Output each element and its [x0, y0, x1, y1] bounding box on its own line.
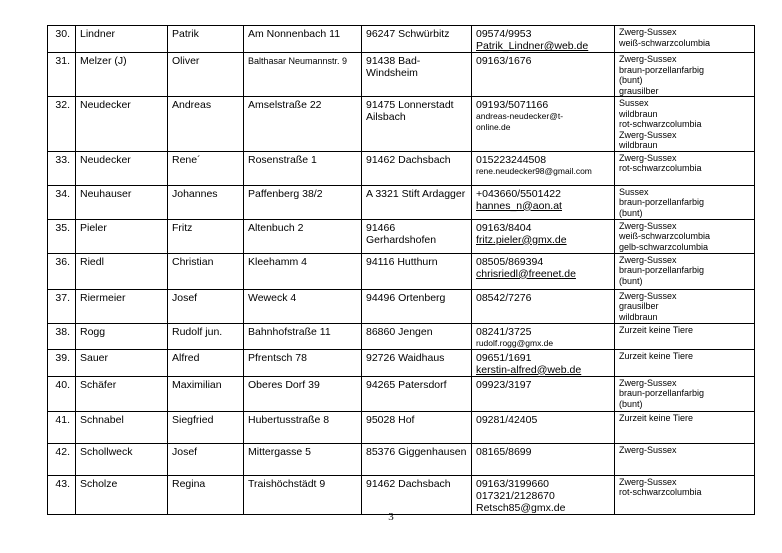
email-address: chrisriedl@freenet.de: [476, 267, 576, 280]
postal-city: 92726 Waidhaus: [362, 349, 472, 376]
email-address: Retsch85@gmx.de: [476, 501, 566, 514]
phone-number: +043660/5501422: [476, 187, 561, 200]
contact: [472, 97, 615, 152]
breeds: [615, 475, 755, 514]
last-name: Scholze: [76, 475, 168, 514]
email-address: rudolf.rogg@gmx.de: [476, 337, 554, 348]
page-number: 3: [388, 511, 394, 523]
street-address: Oberes Dorf 39: [244, 376, 362, 411]
breed-entry: weiß-schwarzcolumbia: [619, 231, 711, 241]
breed-entry: rot-schwarzcolumbia: [619, 487, 702, 497]
row-number: 40.: [48, 376, 76, 411]
email-address: rene.neudecker98@gmail.com: [476, 165, 592, 176]
postal-city: 95028 Hof: [362, 411, 472, 443]
table-row: [48, 323, 755, 349]
first-name: Maximilian: [168, 376, 244, 411]
phone-number: 017321/2128670: [476, 489, 555, 502]
contact: [472, 185, 615, 219]
breed-entry: (bunt): [619, 75, 643, 85]
breed-entry: Sussex: [619, 98, 649, 108]
contact: [472, 475, 615, 514]
postal-city: A 3321 Stift Ardagger: [362, 185, 472, 219]
postal-city: 94496 Ortenberg: [362, 289, 472, 323]
last-name: Riedl: [76, 253, 168, 289]
first-name: Alfred: [168, 349, 244, 376]
contact: [472, 411, 615, 443]
breeds: [615, 97, 755, 152]
first-name: Regina: [168, 475, 244, 514]
table-row: [48, 253, 755, 289]
row-number: 38.: [48, 323, 76, 349]
row-number: 42.: [48, 443, 76, 475]
breeds: [615, 411, 755, 443]
phone-number: 09193/5071166: [476, 99, 549, 111]
breed-entry: braun-porzellanfarbig: [619, 64, 705, 75]
street-address: Altenbuch 2: [244, 219, 362, 253]
street-address: Paffenberg 38/2: [244, 185, 362, 219]
last-name: Sauer: [76, 349, 168, 376]
first-name: Josef: [168, 289, 244, 323]
contact: [472, 323, 615, 349]
row-number: 34.: [48, 185, 76, 219]
breed-entry: braun-porzellanfarbig: [619, 388, 705, 398]
street-address: Hubertusstraße 8: [244, 411, 362, 443]
table-row: [48, 185, 755, 219]
breed-entry: Zwerg-Sussex: [619, 290, 677, 301]
postal-city: 94116 Hutthurn: [362, 253, 472, 289]
table-row: [48, 26, 755, 53]
email-address: andreas-neudecker@t-: [476, 111, 564, 121]
contact: [472, 26, 615, 53]
first-name: Johannes: [168, 185, 244, 219]
row-number: 43.: [48, 475, 76, 514]
breeds: [615, 53, 755, 97]
breed-entry: grausilber: [619, 301, 659, 311]
phone-number: 09281/42405: [476, 413, 538, 426]
phone-number: 08241/3725: [476, 325, 532, 338]
postal-city: 86860 Jengen: [362, 323, 472, 349]
first-name: Fritz: [168, 219, 244, 253]
breed-entry: grausilber: [619, 85, 659, 96]
postal-city: 94265 Patersdorf: [362, 376, 472, 411]
breed-entry: Zwerg-Sussex: [619, 129, 677, 140]
row-number: 39.: [48, 349, 76, 376]
postal-city: 91475 Lonnerstadt Ailsbach: [362, 97, 472, 152]
breed-entry: Zwerg-Sussex: [619, 377, 677, 388]
row-number: 41.: [48, 411, 76, 443]
breeds: [615, 443, 755, 475]
last-name: Schollweck: [76, 443, 168, 475]
first-name: Oliver: [168, 53, 244, 97]
table-row: [48, 411, 755, 443]
breed-entry: Zurzeit keine Tiere: [619, 412, 694, 423]
breed-entry: (bunt): [619, 275, 643, 286]
contact: [472, 151, 615, 185]
breed-entry: Zwerg-Sussex: [619, 476, 677, 487]
breed-entry: gelb-schwarzcolumbia: [619, 241, 709, 252]
phone-number: 09163/1676: [476, 55, 532, 67]
postal-city: 96247 Schwürbitz: [362, 26, 472, 53]
row-number: 33.: [48, 151, 76, 185]
phone-number: 09163/8404: [476, 221, 532, 234]
breed-entry: Zwerg-Sussex: [619, 444, 677, 455]
breed-entry: Sussex: [619, 186, 649, 197]
first-name: Andreas: [168, 97, 244, 152]
breed-entry: Zurzeit keine Tiere: [619, 324, 694, 335]
email-address: Patrik_Lindner@web.de: [476, 40, 589, 52]
breed-entry: (bunt): [619, 207, 643, 218]
first-name: Patrik: [168, 26, 244, 53]
last-name: Schäfer: [76, 376, 168, 411]
row-number: 37.: [48, 289, 76, 323]
breeds: [615, 376, 755, 411]
postal-city: 91466 Gerhardshofen: [362, 219, 472, 253]
contact: [472, 443, 615, 475]
last-name: Lindner: [76, 26, 168, 53]
row-number: 36.: [48, 253, 76, 289]
breed-entry: wildbraun: [619, 140, 658, 150]
row-number: 35.: [48, 219, 76, 253]
breed-entry: (bunt): [619, 398, 643, 409]
last-name: Neuhauser: [76, 185, 168, 219]
phone-number: 08505/869394: [476, 255, 544, 268]
breed-entry: Zurzeit keine Tiere: [619, 350, 694, 361]
postal-city: 91462 Dachsbach: [362, 151, 472, 185]
phone-number: 015223244508: [476, 153, 547, 166]
breed-entry: Zwerg-Sussex: [619, 54, 677, 64]
table-row: [48, 376, 755, 411]
table-row: [48, 151, 755, 185]
contact: [472, 349, 615, 376]
street-address: Bahnhofstraße 11: [244, 323, 362, 349]
breed-entry: Zwerg-Sussex: [619, 27, 677, 37]
last-name: Melzer (J): [76, 53, 168, 97]
first-name: Rudolf jun.: [168, 323, 244, 349]
breeds: [615, 323, 755, 349]
street-address: Kleehamm 4: [244, 253, 362, 289]
first-name: Christian: [168, 253, 244, 289]
breed-entry: Zwerg-Sussex: [619, 152, 677, 163]
contact: [472, 376, 615, 411]
street-address: Balthasar Neumannstr. 9: [244, 53, 362, 97]
breeds: [615, 349, 755, 376]
breed-entry: Zwerg-Sussex: [619, 220, 677, 231]
breed-entry: braun-porzellanfarbig: [619, 265, 705, 275]
email-address: hannes_n@aon.at: [476, 199, 562, 212]
phone-number: 09574/9953: [476, 28, 532, 40]
breeds: [615, 289, 755, 323]
breeds: [615, 26, 755, 53]
breeds: [615, 185, 755, 219]
last-name: Neudecker: [76, 97, 168, 152]
last-name: Rogg: [76, 323, 168, 349]
email-address: kerstin-alfred@web.de: [476, 363, 582, 376]
breed-entry: rot-schwarzcolumbia: [619, 119, 702, 129]
table-row: [48, 349, 755, 376]
member-table: [47, 25, 755, 515]
breed-entry: weiß-schwarzcolumbia: [619, 37, 711, 48]
street-address: Weweck 4: [244, 289, 362, 323]
phone-number: 09923/3197: [476, 378, 532, 391]
breed-entry: Zwerg-Sussex: [619, 254, 677, 265]
breeds: [615, 151, 755, 185]
table-row: [48, 475, 755, 514]
email-address: online.de: [476, 122, 511, 132]
row-number: 31.: [48, 53, 76, 97]
street-address: Rosenstraße 1: [244, 151, 362, 185]
table-row: [48, 443, 755, 475]
row-number: 30.: [48, 26, 76, 53]
last-name: Schnabel: [76, 411, 168, 443]
breeds: [615, 219, 755, 253]
first-name: Siegfried: [168, 411, 244, 443]
street-address: Pfrentsch 78: [244, 349, 362, 376]
table-row: [48, 219, 755, 253]
email-address: fritz.pieler@gmx.de: [476, 233, 567, 246]
table-row: [48, 53, 755, 97]
first-name: Rene´: [168, 151, 244, 185]
table-row: [48, 97, 755, 152]
last-name: Riermeier: [76, 289, 168, 323]
contact: [472, 289, 615, 323]
postal-city: 91462 Dachsbach: [362, 475, 472, 514]
breeds: [615, 253, 755, 289]
phone-number: 08165/8699: [476, 445, 532, 458]
phone-number: 09651/1691: [476, 351, 532, 364]
contact: [472, 253, 615, 289]
street-address: Amselstraße 22: [244, 97, 362, 152]
phone-number: 08542/7276: [476, 291, 532, 304]
last-name: Pieler: [76, 219, 168, 253]
last-name: Neudecker: [76, 151, 168, 185]
contact: [472, 219, 615, 253]
postal-city: 91438 Bad-Windsheim: [362, 53, 472, 97]
phone-number: 09163/3199660: [476, 477, 549, 490]
street-address: Mittergasse 5: [244, 443, 362, 475]
contact: [472, 53, 615, 97]
breed-entry: wildbraun: [619, 108, 658, 119]
street-address: Am Nonnenbach 11: [244, 26, 362, 53]
breed-entry: wildbraun: [619, 311, 658, 322]
breed-entry: braun-porzellanfarbig: [619, 197, 705, 207]
street-address: Traishöchstädt 9: [244, 475, 362, 514]
breed-entry: rot-schwarzcolumbia: [619, 163, 702, 173]
first-name: Josef: [168, 443, 244, 475]
postal-city: 85376 Giggenhausen: [362, 443, 472, 475]
row-number: 32.: [48, 97, 76, 152]
table-row: [48, 289, 755, 323]
